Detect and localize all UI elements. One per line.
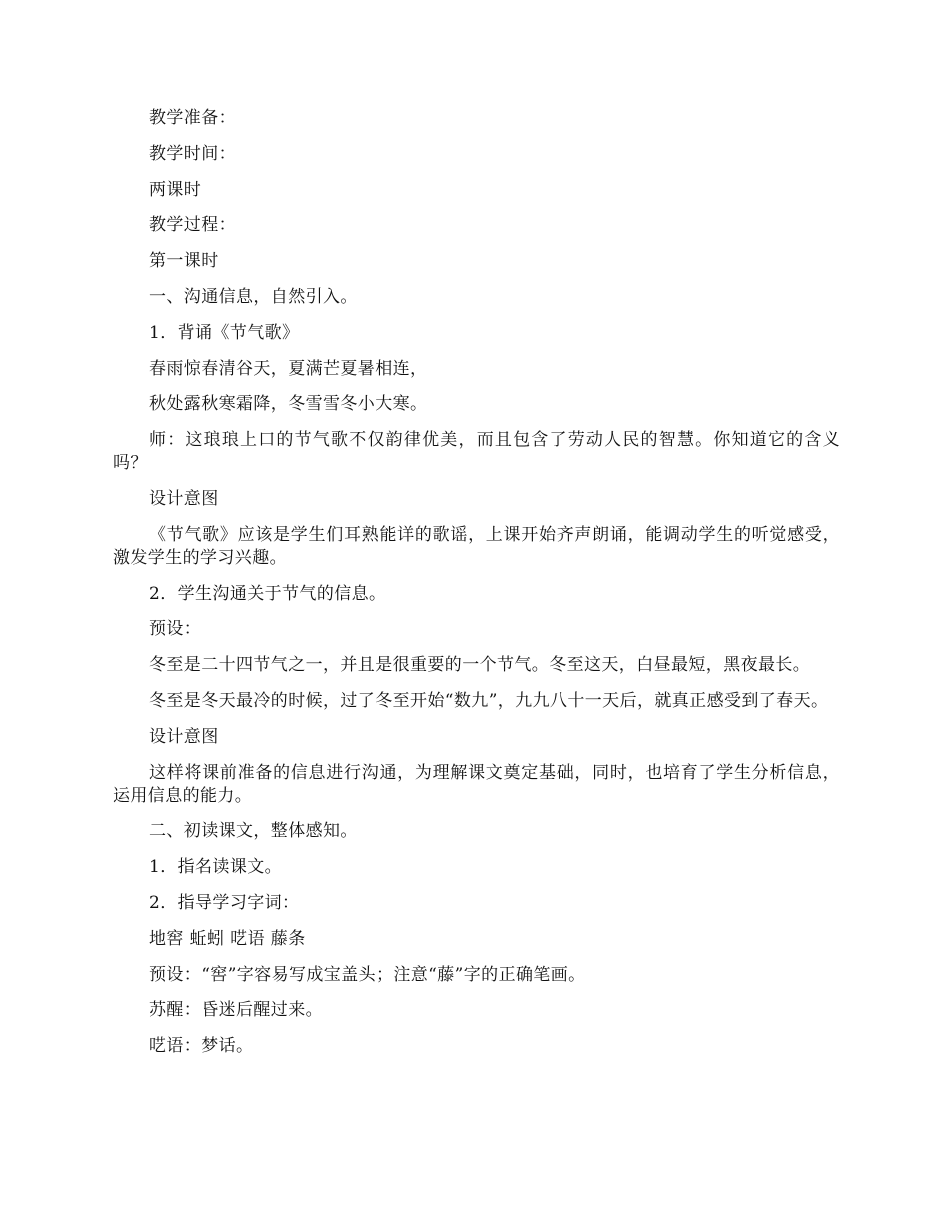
paragraph-design-intent-2: 设计意图 <box>149 726 219 747</box>
paragraph-preset-2: 预设：“窖”字容易写成宝盖头；注意“藤”字的正确笔画。 <box>149 964 586 985</box>
section-heading-1: 一、沟通信息，自然引入。 <box>149 286 358 307</box>
paragraph-teacher: 师：这琅琅上口的节气歌不仅韵律优美，而且包含了劳动人民的智慧。你知道它的含义吗？ <box>113 430 840 474</box>
paragraph-periods: 两课时 <box>149 179 202 200</box>
paragraph-first-lesson: 第一课时 <box>149 251 219 272</box>
paragraph-exchange: 2．学生沟通关于节气的信息。 <box>149 583 387 604</box>
paragraph-definition-2: 呓语：梦话。 <box>149 1036 254 1057</box>
poem-line-2: 秋处露秋寒霜降，冬雪雪冬小大寒。 <box>149 394 428 415</box>
paragraph-winter-solstice-2: 冬至是冬天最冷的时候，过了冬至开始“数九”，九九八十一天后，就真正感受到了春天。 <box>149 690 829 711</box>
paragraph-word-list: 地窖 蚯蚓 呓语 藤条 <box>149 928 306 949</box>
paragraph-process: 教学过程： <box>149 215 236 236</box>
paragraph-definition-1: 苏醒：昏迷后醒过来。 <box>149 1000 323 1021</box>
paragraph-read-aloud: 1．指名读课文。 <box>149 857 283 878</box>
paragraph-time: 教学时间： <box>149 143 236 164</box>
paragraph-winter-solstice-1: 冬至是二十四节气之一，并且是很重要的一个节气。冬至这天，白昼最短，黑夜最长。 <box>149 655 811 676</box>
paragraph-recite: 1．背诵《节气歌》 <box>149 322 300 343</box>
paragraph-preset-1: 预设： <box>149 619 202 640</box>
paragraph-design-intent-1: 设计意图 <box>149 488 219 509</box>
poem-line-1: 春雨惊春清谷天，夏满芒夏暑相连， <box>149 358 428 379</box>
paragraph-prep: 教学准备： <box>149 108 236 128</box>
paragraph-guide-words: 2．指导学习字词： <box>149 892 300 913</box>
paragraph-design-text-1: 《节气歌》应该是学生们耳熟能详的歌谣，上课开始齐声朗诵，能调动学生的听觉感受，激发学生的学习兴趣。 <box>113 524 840 568</box>
document-body <box>113 107 840 1071</box>
paragraph-design-text-2: 这样将课前准备的信息进行沟通，为理解课文奠定基础，同时，也培育了学生分析信息，运用信息的能力。 <box>113 762 840 806</box>
section-heading-2: 二、初读课文，整体感知。 <box>149 821 358 842</box>
